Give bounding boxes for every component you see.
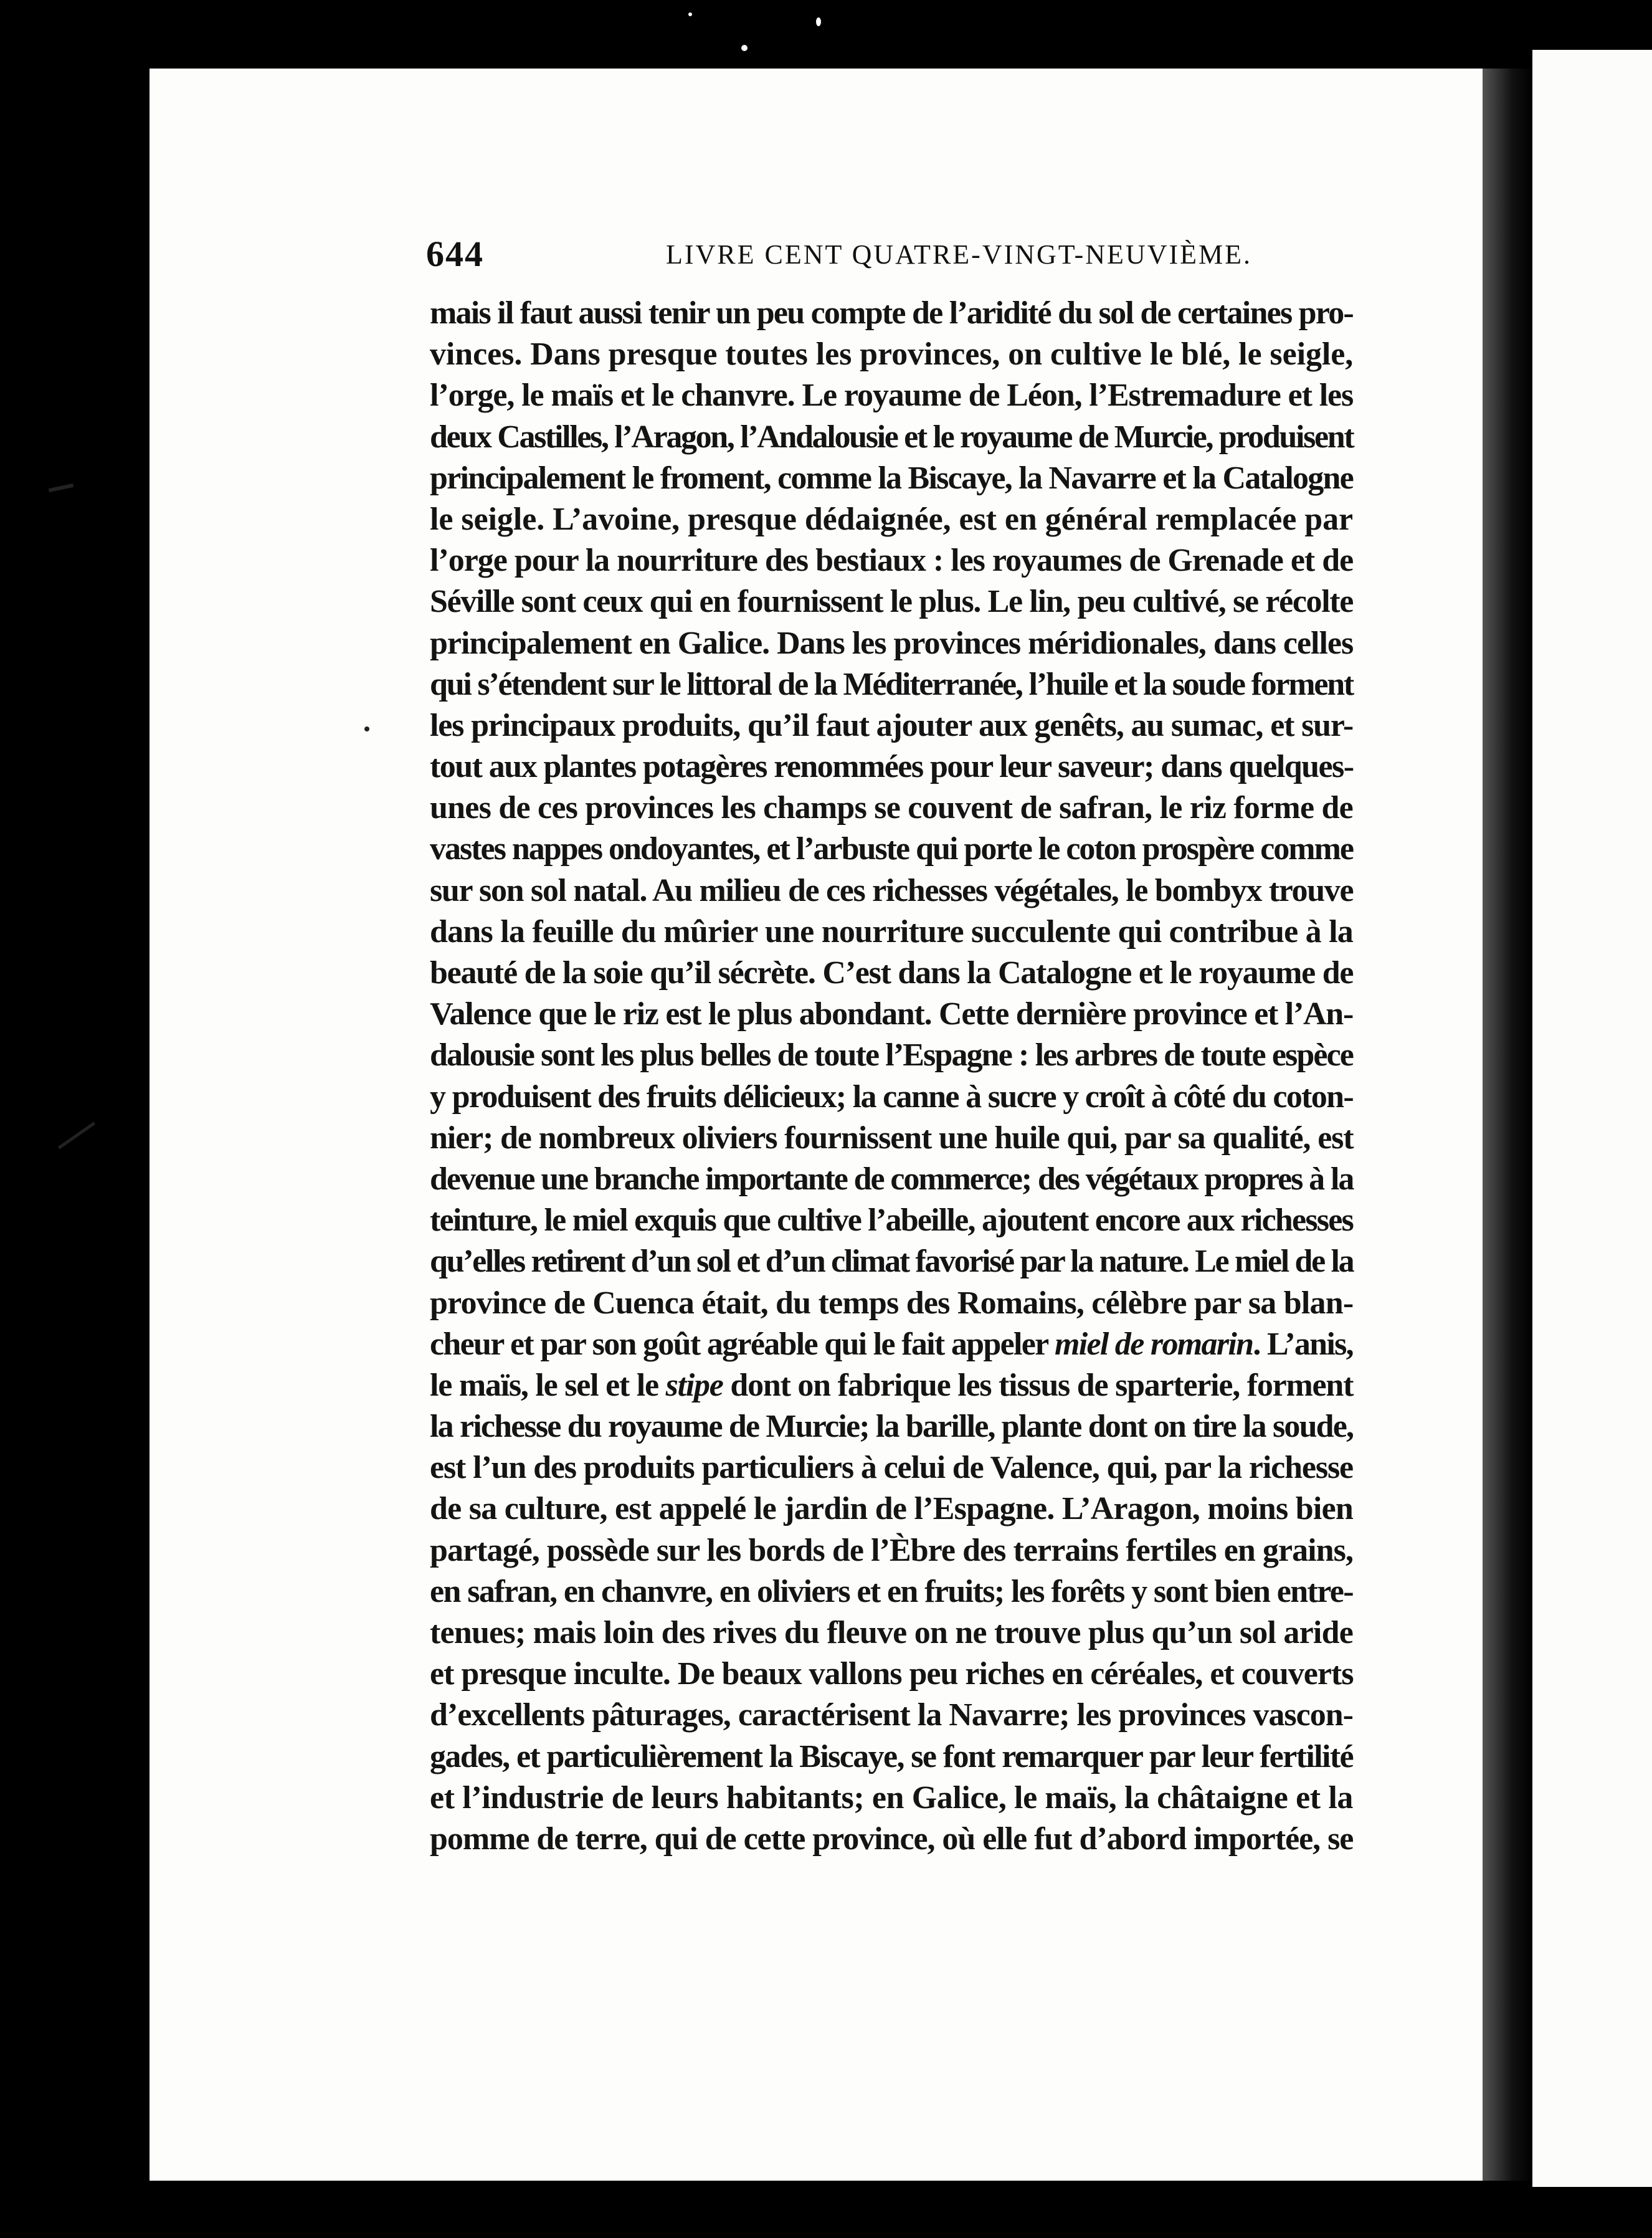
text-line: cheur et par son goût agréable qui le fait appeler miel de romarin. L’anis, [430,1326,1353,1362]
text-line: y produisent des fruits délicieux; la canne à sucre y croît à côté du coton- [430,1079,1354,1115]
text-line: nier; de nombreux oliviers fournissent une huile qui, par sa qualité, est [430,1120,1354,1156]
text-line: province de Cuenca était, du temps des Romains, célèbre par sa blan- [430,1285,1354,1321]
dust-speck [816,17,821,26]
text-line: dalousie sont les plus belles de toute l’Espagne : les arbres de toute espèce [430,1037,1353,1074]
text-line: teinture, le miel exquis que cultive l’abeille, ajoutent encore aux richesses [430,1202,1353,1239]
text-line: mais il faut aussi tenir un peu compte de l’aridité du sol de certaines pro- [430,295,1353,331]
facing-page-edge [1532,50,1652,2187]
text-line: gades, et particulièrement la Biscaye, se font remarquer par leur fertilité [430,1738,1353,1774]
text-line: est l’un des produits particuliers à celui de Valence, qui, par la richesse [430,1450,1353,1486]
text-line: les principaux produits, qu’il faut ajouter aux genêts, au sumac, et sur- [430,707,1353,743]
book-gutter-shadow [1483,69,1532,2181]
text-line: Valence que le riz est le plus abondant. Cette dernière province et l’An- [430,996,1353,1032]
text-line: beauté de la soie qu’il sécrète. C’est dans la Catalogne et le royaume de [430,955,1354,991]
italic-term: miel de romarin [1054,1326,1253,1362]
body-text [430,293,1353,1860]
text-line: qu’elles retirent d’un sol et d’un climat favorisé par la nature. Le miel de la [430,1244,1354,1280]
dust-speck [688,12,692,16]
text-line: partagé, possède sur les bords de l’Èbre des terrains fertiles en grains, [430,1532,1353,1568]
text-line: Séville sont ceux qui en fournissent le plus. Le lin, peu cultivé, se récolte [430,584,1353,620]
running-head [426,236,1360,273]
text-line: principalement le froment, comme la Biscaye, la Navarre et la Catalogne [430,460,1353,496]
text-line: le seigle. L’avoine, presque dédaignée, est en général remplacée par [430,501,1353,537]
text-line: et presque inculte. De beaux vallons peu riches en céréales, et couverts [430,1656,1354,1692]
text-line: vinces. Dans presque toutes les provinces, on cultive le blé, le seigle, [430,336,1354,373]
text-line: qui s’étendent sur le littoral de la Méditerranée, l’huile et la soude forment [430,666,1353,702]
text-line: vastes nappes ondoyantes, et l’arbuste qui porte le coton prospère comme [430,831,1353,867]
text-line: d’excellents pâturages, caractérisent la Navarre; les provinces vascon- [430,1697,1353,1733]
text-line: principalement en Galice. Dans les provinces méridionales, dans celles [430,625,1354,661]
text-line: en safran, en chanvre, en oliviers et en fruits; les forêts y sont bien entre- [430,1573,1353,1609]
text-line: tout aux plantes potagères renommées pour leur saveur; dans quelques- [430,749,1354,785]
margin-blot [364,726,369,731]
text-line: l’orge pour la nourriture des bestiaux : les royaumes de Grenade et de [430,543,1354,579]
text-line: la richesse du royaume de Murcie; la barille, plante dont on tire la soude, [430,1409,1354,1445]
text-line: deux Castilles, l’Aragon, l’Andalousie et le royaume de Murcie, produisent [430,419,1354,455]
text-line: le maïs, le sel et le stipe dont on fabrique les tissus de sparterie, forment [430,1367,1354,1403]
page-number: 644 [426,234,484,274]
text-line: devenue une branche importante de commerce; des végétaux propres à la [430,1161,1354,1197]
text-line: pomme de terre, qui de cette province, où elle fut d’abord importée, se [430,1821,1354,1857]
running-title: LIVRE CENT QUATRE-VINGT-NEUVIÈME. [666,239,1253,270]
text-line: unes de ces provinces les champs se couvent de safran, le riz forme de [430,790,1353,826]
text-line: dans la feuille du mûrier une nourriture succulente qui contribue à la [430,913,1353,950]
text-line: tenues; mais loin des rives du fleuve on ne trouve plus qu’un sol aride [430,1615,1353,1650]
dust-speck [741,45,748,51]
text-line: l’orge, le maïs et le chanvre. Le royaume de Léon, l’Estremadure et les [430,378,1354,414]
text-line: et l’industrie de leurs habitants; en Galice, le maïs, la châtaigne et la [430,1779,1353,1816]
italic-term: stipe [665,1367,723,1403]
text-line: de sa culture, est appelé le jardin de l’Espagne. L’Aragon, moins bien [430,1491,1354,1527]
text-line: sur son sol natal. Au milieu de ces richesses végétales, le bombyx trouve [430,872,1354,908]
